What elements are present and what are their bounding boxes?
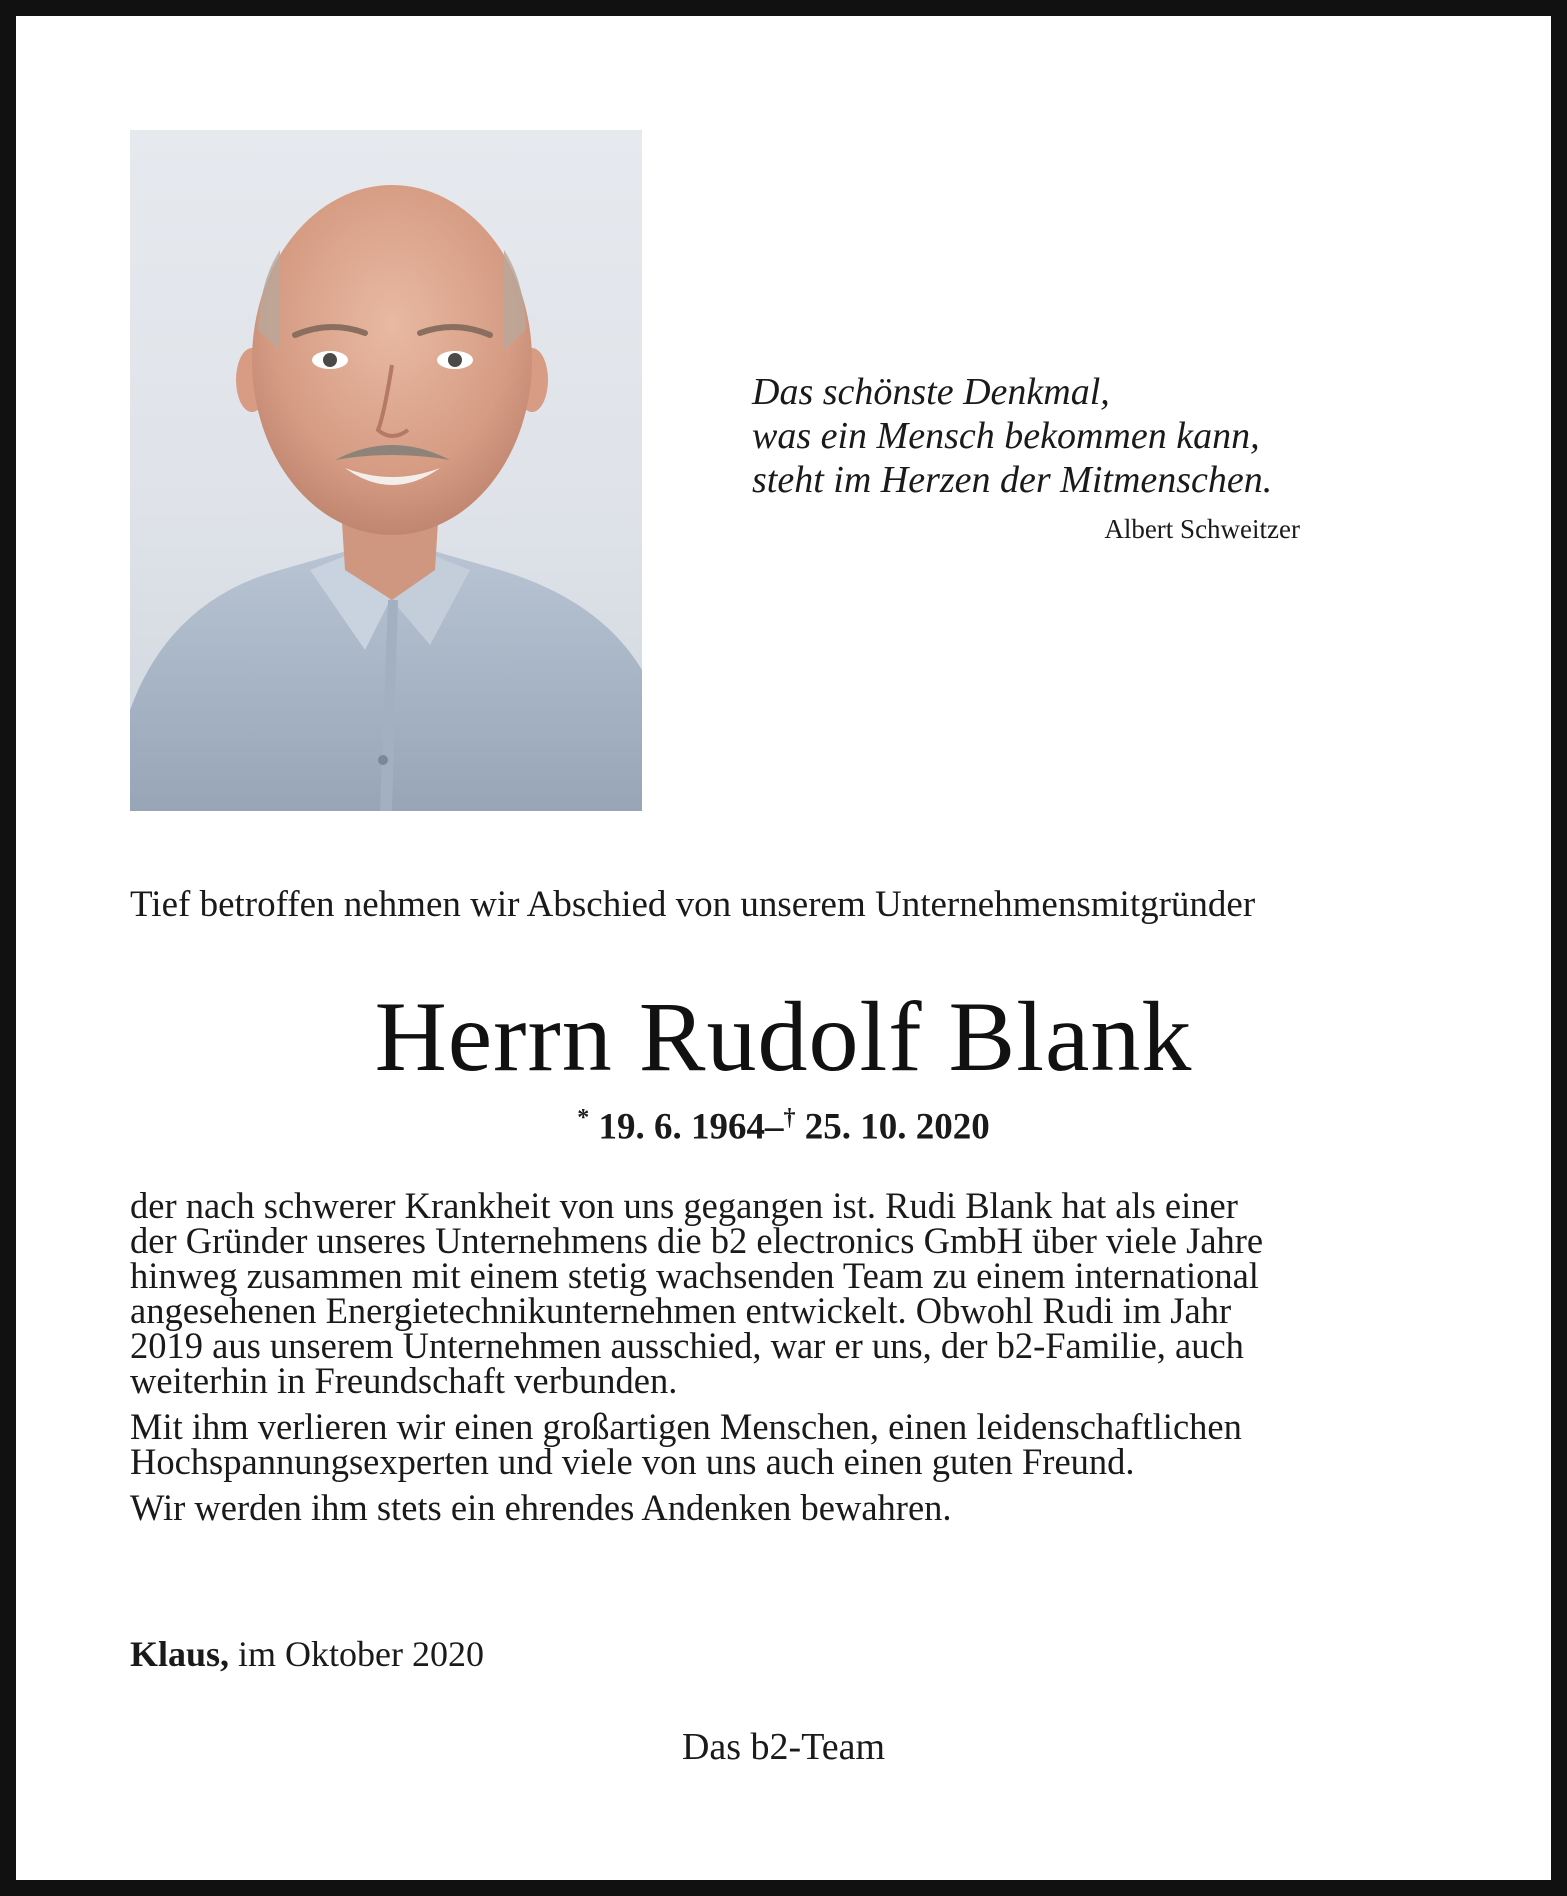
notice-body — [130, 1185, 1440, 1536]
body-line: hinweg zusammen mit einem stetig wachsenden Team zu einem international — [130, 1255, 1259, 1296]
place: Klaus, — [130, 1634, 230, 1674]
quote-line: Das schönste Denkmal, — [752, 371, 1110, 413]
body-paragraph — [130, 1487, 1440, 1528]
deceased-name: Herrn Rudolf Blank — [374, 981, 1193, 1092]
date: im Oktober 2020 — [238, 1634, 485, 1674]
death-date: 25. 10. 2020 — [804, 1106, 990, 1148]
birth-symbol: * — [577, 1105, 590, 1131]
portrait-illustration — [130, 130, 642, 811]
body-line: 2019 aus unserem Unternehmen ausschied, war er uns, der b2-Familie, auch — [130, 1325, 1244, 1366]
quote-author: Albert Schweitzer — [1104, 514, 1300, 544]
intro-text: Tief betroffen nehmen wir Abschied von unserem Unternehmensmitgründer — [130, 884, 1256, 925]
body-line: der nach schwerer Krankheit von uns gegangen ist. Rudi Blank hat als einer — [130, 1185, 1238, 1226]
quote-line: steht im Herzen der Mitmenschen. — [752, 459, 1273, 501]
memorial-quote — [752, 370, 1312, 502]
body-paragraph — [130, 1406, 1440, 1482]
body-line: der Gründer unseres Unternehmens die b2 electronics GmbH über viele Jahre — [130, 1220, 1264, 1261]
date-separator: – — [765, 1106, 784, 1148]
body-line: weiterhin in Freundschaft verbunden. — [130, 1360, 678, 1401]
death-symbol: † — [783, 1105, 796, 1131]
place-and-date — [130, 1633, 484, 1675]
body-line: Wir werden ihm stets ein ehrendes Andenken bewahren. — [130, 1487, 952, 1528]
body-line: Hochspannungsexperten und viele von uns auch einen guten Freund. — [130, 1441, 1135, 1482]
body-line: angesehenen Energietechnikunternehmen entwickelt. Obwohl Rudi im Jahr — [130, 1290, 1232, 1331]
portrait-photo — [130, 130, 642, 811]
body-line: Mit ihm verlieren wir einen großartigen Menschen, einen leidenschaftlichen — [130, 1406, 1242, 1447]
birth-date: 19. 6. 1964 — [598, 1106, 765, 1148]
signature: Das b2-Team — [681, 1726, 886, 1768]
life-dates — [0, 1105, 1567, 1148]
quote-line: was ein Mensch bekommen kann, — [752, 415, 1260, 457]
body-paragraph — [130, 1185, 1440, 1401]
